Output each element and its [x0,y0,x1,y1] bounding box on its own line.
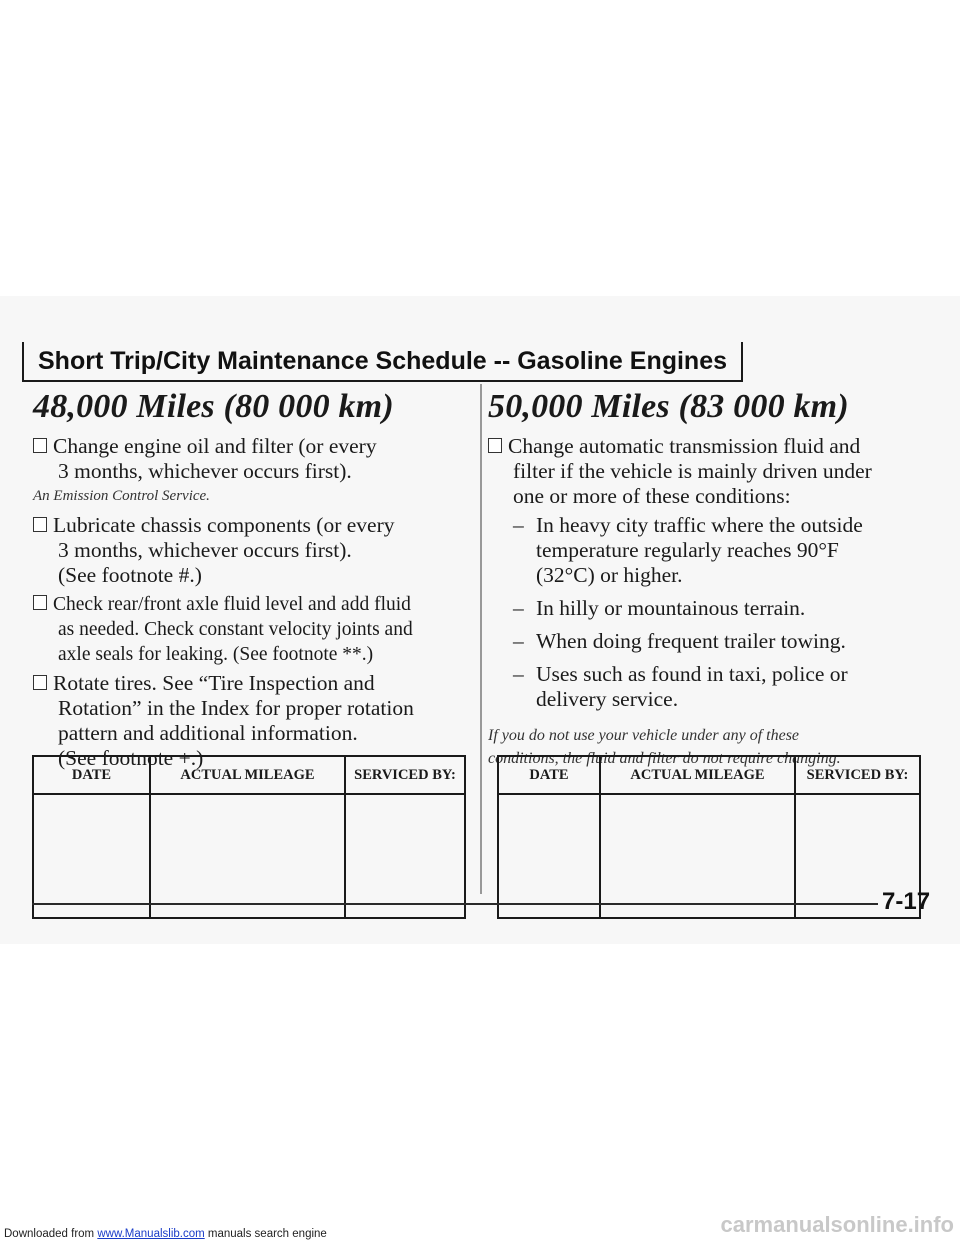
download-footer [4,1228,327,1240]
item-text: Change engine oil and filter (or every [53,434,377,458]
checkbox-icon[interactable] [33,517,47,532]
item-text: In hilly or mountainous terrain. [536,596,806,620]
col-date: DATE [498,756,600,794]
item-text: filter if the vehicle is mainly driven under [513,459,872,483]
page-number: 7-17 [882,888,931,915]
condition-item [488,629,928,654]
checklist-item [33,434,473,484]
item-text: 3 months, whichever occurs first). [58,459,352,483]
footer-rule [32,903,878,905]
item-text: delivery service. [536,687,679,711]
dash-bullet: – [513,596,524,620]
note-text: If you do not use your vehicle under any of these [488,727,800,744]
item-text: Check rear/front axle fluid level and add fluid [53,594,411,615]
checklist-item [488,434,928,509]
checkbox-icon[interactable] [33,675,47,690]
mileage-cell[interactable] [600,794,795,918]
right-heading: 50,000 Miles (83 000 km) [488,388,849,425]
mileage-cell[interactable] [150,794,345,918]
service-log-table [32,755,466,919]
column-divider [480,384,482,894]
item-text: pattern and additional information. [58,721,358,745]
col-date: DATE [33,756,150,794]
condition-item [488,513,928,588]
note-text: conditions, the fluid and filter do not require changing. [488,750,841,767]
condition-item [488,662,928,712]
checkbox-icon[interactable] [488,438,502,453]
watermark: carmanualsonline.info [720,1212,954,1237]
right-column [488,380,928,770]
item-text: one or more of these conditions: [513,484,791,508]
item-text: Rotate tires. See “Tire Inspection and [53,671,375,695]
col-mileage: ACTUAL MILEAGE [150,756,345,794]
item-text: Change automatic transmission fluid and [508,434,861,458]
item-text: In heavy city traffic where the outside [536,513,863,537]
condition-item [488,596,928,621]
checkbox-icon[interactable] [33,438,47,453]
dash-bullet: – [513,662,524,686]
left-heading: 48,000 Miles (80 000 km) [33,388,394,425]
item-text: (32°C) or higher. [536,563,683,587]
item-text: (See footnote +.) [58,746,204,770]
checkbox-icon[interactable] [33,595,47,610]
col-mileage: ACTUAL MILEAGE [600,756,795,794]
footer-text: manuals search engine [204,1228,327,1240]
date-cell[interactable] [33,794,150,918]
emission-note: An Emission Control Service. [33,488,210,504]
item-text: Lubricate chassis components (or every [53,513,395,537]
item-text: as needed. Check constant velocity joints and [58,619,413,640]
dash-bullet: – [513,629,524,653]
dash-bullet: – [513,513,524,537]
item-text: axle seals for leaking. (See footnote **.) [58,644,374,665]
col-serviced-by: SERVICED BY: [345,756,465,794]
checklist-item [33,592,473,667]
serviced-by-cell[interactable] [345,794,465,918]
item-text: temperature regularly reaches 90°F [536,538,839,562]
service-log-table [497,755,921,919]
page-title: Short Trip/City Maintenance Schedule -- Gasoline Engines [22,342,743,382]
footer-text: Downloaded from [4,1228,98,1240]
col-serviced-by: SERVICED BY: [795,756,920,794]
item-text: 3 months, whichever occurs first). [58,538,352,562]
item-text: Uses such as found in taxi, police or [536,662,848,686]
checklist-item [33,513,473,588]
left-column [33,380,473,775]
item-text: Rotation” in the Index for proper rotation [58,696,414,720]
date-cell[interactable] [498,794,600,918]
item-text: (See footnote #.) [58,563,202,587]
item-text: When doing frequent trailer towing. [536,629,846,653]
manualslib-link[interactable]: www.Manualslib.com [97,1228,205,1240]
